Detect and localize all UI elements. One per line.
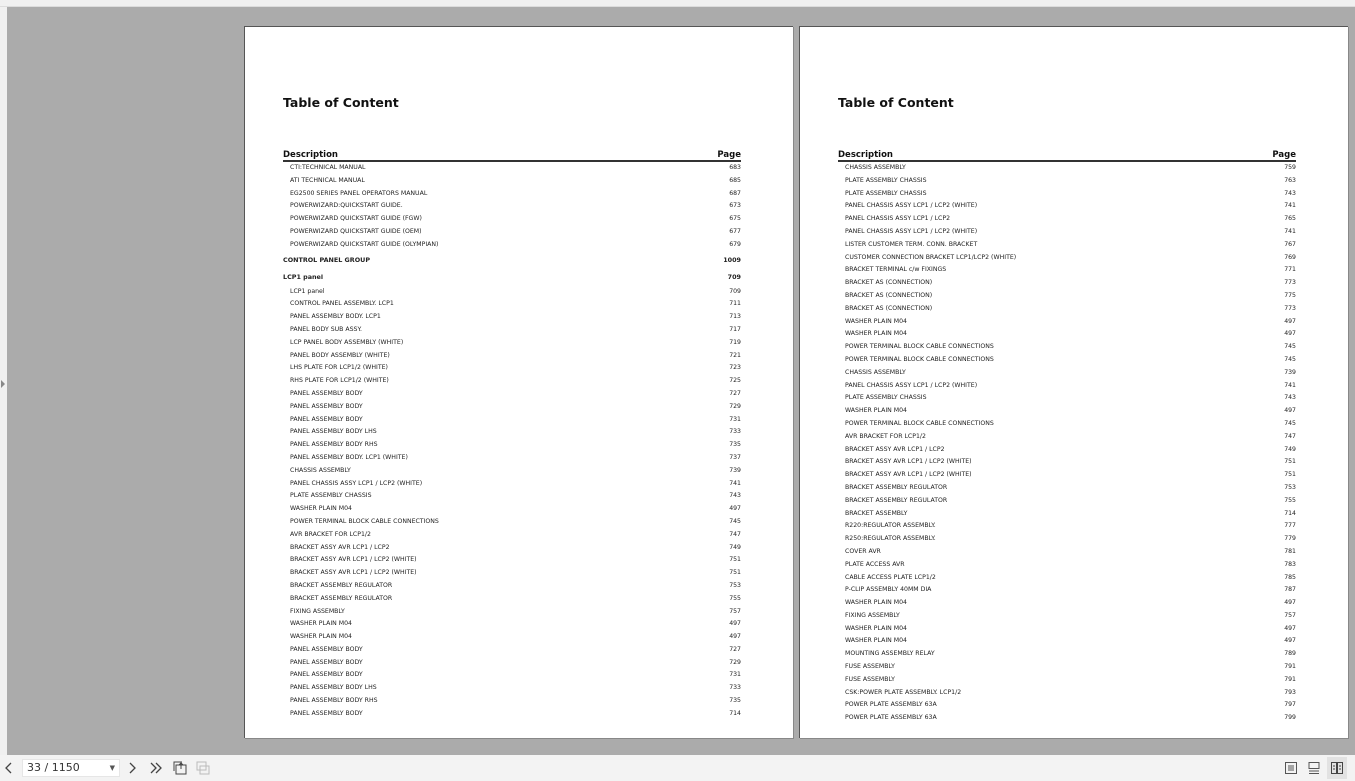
toc-entry-page-number: 779 [1284,535,1296,543]
toc-entry-title: WASHER PLAIN M04 [290,505,352,513]
toc-rows [283,162,741,721]
toc-entry[interactable] [283,311,741,324]
toc-entry-title: PLATE ASSEMBLY CHASSIS [845,189,927,197]
toc-entry-page-number: 733 [729,684,741,692]
toc-entry-title: BRACKET ASSEMBLY REGULATOR [845,483,948,491]
toc-entry-title: BRACKET AS (CONNECTION) [845,304,933,312]
toc-entry[interactable] [838,188,1296,201]
toc-entry[interactable] [283,606,741,619]
toc-entry-title: POWER PLATE ASSEMBLY 63A [845,701,937,709]
toc-entry-page-number: 773 [1284,304,1296,312]
toc-entry-title: BRACKET ASSY AVR LCP1 / LCP2 [290,543,390,551]
toc-entry-title: BRACKET AS (CONNECTION) [845,279,933,287]
toc-entry-page-number: 679 [729,240,741,248]
toc-entry-title: PLATE ASSEMBLY CHASSIS [845,394,927,402]
toc-entry-title: PANEL ASSEMBLY BODY [290,402,363,410]
toc-entry[interactable] [838,264,1296,277]
toc-entry[interactable] [283,580,741,593]
toc-table [838,149,1296,725]
toc-entry[interactable] [838,456,1296,469]
toc-entry[interactable] [838,533,1296,546]
single-page-icon [1284,761,1298,775]
toc-entry-page-number: 787 [1284,586,1296,594]
toc-entry[interactable] [283,695,741,708]
sidebar-toggle[interactable] [0,7,7,755]
toc-entry-page-number: 721 [729,351,741,359]
last-page-button[interactable] [149,758,163,778]
toc-entry-page-number: 783 [1284,560,1296,568]
rotate-page-button[interactable] [172,758,188,778]
toc-entry-title: WASHER PLAIN M04 [290,620,352,628]
toc-entry[interactable] [838,520,1296,533]
description-column-header: Description [838,150,893,160]
toc-entry-page-number: 739 [729,466,741,474]
toc-entry[interactable] [283,414,741,427]
toc-entry-title: POWER TERMINAL BLOCK CABLE CONNECTIONS [845,355,994,363]
toc-entry[interactable] [838,200,1296,213]
toc-entry-title: AVR BRACKET FOR LCP1/2 [290,530,371,538]
toc-entry-page-number: 729 [729,658,741,666]
toc-entry[interactable] [283,350,741,363]
toc-entry-title: BRACKET ASSY AVR LCP1 / LCP2 (WHITE) [290,569,417,577]
chevron-right-icon [127,761,137,775]
toc-header [283,149,741,162]
toc-entry[interactable] [283,682,741,695]
toc-entry-title: CHASSIS ASSEMBLY [290,466,351,474]
page-number-select[interactable] [22,759,120,777]
toc-entry[interactable] [838,469,1296,482]
toc-entry-page-number: 741 [1284,381,1296,389]
toc-entry[interactable] [283,162,741,175]
toc-entry-title: CHASSIS ASSEMBLY [845,164,906,171]
toc-entry-title: PANEL ASSEMBLY BODY [290,709,363,717]
toc-entry[interactable] [283,542,741,555]
toc-entry-page-number: 497 [1284,330,1296,338]
toc-entry-title: PANEL ASSEMBLY BODY RHS [290,441,378,449]
toc-entry-title: CONTROL PANEL ASSEMBLY. LCP1 [290,300,394,308]
pdf-page-left [244,26,793,738]
toc-entry[interactable] [283,465,741,478]
toc-entry-page-number: 789 [1284,650,1296,658]
toc-entry-title: BRACKET ASSY AVR LCP1 / LCP2 [845,445,945,453]
toc-entry-page-number: 683 [729,164,741,171]
toc-entry-title: PANEL ASSEMBLY BODY [290,415,363,423]
toc-entry[interactable] [838,239,1296,252]
toc-entry-page-number: 757 [729,607,741,615]
toc-entry-page-number: 727 [729,645,741,653]
toc-entry-page-number: 765 [1284,215,1296,223]
toc-entry-title: FUSE ASSEMBLY [845,663,895,671]
toc-entry[interactable] [838,572,1296,585]
toc-entry[interactable] [283,337,741,350]
toc-entry-page-number: 799 [1284,714,1296,722]
two-page-view-button[interactable] [1327,757,1347,779]
toc-entry-page-number: 745 [729,517,741,525]
page-column-header: Page [1272,150,1296,160]
toc-entry-page-number: 735 [729,441,741,449]
toc-entry[interactable] [838,699,1296,712]
toc-entry-title: WASHER PLAIN M04 [845,317,907,325]
toc-entry[interactable] [283,175,741,188]
toc-entry-title: BRACKET AS (CONNECTION) [845,291,933,299]
toc-entry-title: POWER TERMINAL BLOCK CABLE CONNECTIONS [845,419,994,427]
toc-entry-page-number: 797 [1284,701,1296,709]
toc-entry-title: MOUNTING ASSEMBLY RELAY [845,650,935,658]
toc-entry-title: BRACKET ASSEMBLY REGULATOR [290,581,393,589]
toc-entry-title: EG2500 SERIES PANEL OPERATORS MANUAL [290,189,428,197]
toc-entry[interactable] [283,401,741,414]
toc-entry-title: BRACKET ASSEMBLY REGULATOR [290,594,393,602]
toc-entry-page-number: 741 [1284,202,1296,210]
double-chevron-right-icon [149,761,163,775]
toc-entry[interactable] [838,508,1296,521]
toc-entry-title: WASHER PLAIN M04 [845,330,907,338]
toc-entry[interactable] [283,516,741,529]
toc-entry-title: CUSTOMER CONNECTION BRACKET LCP1/LCP2 (WHITE) [845,253,1017,261]
toc-entry[interactable] [283,213,741,226]
toc-entry[interactable] [283,554,741,567]
toc-entry-page-number: 773 [1284,279,1296,287]
bottom-toolbar [0,755,1355,781]
toc-entry-page-number: 497 [1284,317,1296,325]
toc-entry-title: CTI:TECHNICAL MANUAL [290,164,366,171]
toc-entry-title: PANEL ASSEMBLY BODY RHS [290,697,378,705]
toc-entry-title: BRACKET ASSY AVR LCP1 / LCP2 (WHITE) [845,458,972,466]
toc-entry[interactable] [283,426,741,439]
continuous-scroll-icon [1307,761,1321,775]
toc-entry-page-number: 497 [729,633,741,641]
toc-entry[interactable] [838,162,1296,175]
toc-entry[interactable] [838,392,1296,405]
toc-entry[interactable] [838,584,1296,597]
toc-entry-title: PLATE ASSEMBLY CHASSIS [845,176,927,184]
toc-entry-title: CABLE ACCESS PLATE LCP1/2 [845,573,936,581]
toc-entry-title: BRACKET ASSEMBLY REGULATOR [845,496,948,504]
toc-entry-title: PANEL ASSEMBLY BODY. LCP1 [290,313,381,321]
toc-entry[interactable] [838,635,1296,648]
toc-entry-page-number: 755 [1284,496,1296,504]
page-column-header: Page [717,150,741,160]
toc-entry-page-number: 673 [729,202,741,210]
expand-arrow-icon [1,380,5,388]
toc-entry-page-number: 711 [729,300,741,308]
toc-entry-title: LCP PANEL BODY ASSEMBLY (WHITE) [290,338,404,346]
toc-entry[interactable] [283,593,741,606]
toc-entry[interactable] [838,405,1296,418]
toc-entry-title: PANEL BODY SUB ASSY. [290,325,362,333]
toc-entry[interactable] [283,657,741,670]
toc-entry-title: PANEL ASSEMBLY BODY [290,645,363,653]
toc-entry-title: POWER TERMINAL BLOCK CABLE CONNECTIONS [845,343,994,351]
toc-entry-title: CONTROL PANEL GROUP [283,255,371,264]
toc-entry-page-number: 747 [1284,432,1296,440]
toc-entry-page-number: 497 [1284,637,1296,645]
toc-entry-page-number: 769 [1284,253,1296,261]
toc-entry-page-number: 751 [729,569,741,577]
toc-entry[interactable] [283,529,741,542]
toc-entry-title: AVR BRACKET FOR LCP1/2 [845,432,926,440]
toc-entry[interactable] [283,452,741,465]
toc-entry[interactable] [838,341,1296,354]
toc-entry-title: POWERWIZARD QUICKSTART GUIDE (OLYMPIAN) [290,240,439,248]
toc-entry-page-number: 771 [1284,266,1296,274]
toc-entry-page-number: 497 [729,620,741,628]
dropdown-arrow-icon: ▼ [109,764,115,772]
toc-entry-page-number: 497 [1284,624,1296,632]
toc-entry-page-number: 751 [1284,471,1296,479]
toc-entry-page-number: 749 [1284,445,1296,453]
toc-entry[interactable] [838,316,1296,329]
toc-entry[interactable] [838,367,1296,380]
toc-entry[interactable] [838,277,1296,290]
toc-entry[interactable] [838,712,1296,725]
previous-page-button[interactable] [4,758,14,778]
toc-entry[interactable] [283,200,741,213]
toc-entry-title: PANEL CHASSIS ASSY LCP1 / LCP2 (WHITE) [845,202,978,210]
toc-entry-page-number: 709 [729,287,741,295]
top-tab-strip [0,0,1355,7]
toc-entry[interactable] [838,175,1296,188]
description-column-header: Description [283,150,338,160]
page-title: Table of Content [838,95,954,110]
toc-entry-page-number: 731 [729,415,741,423]
toc-entry-page-number: 781 [1284,547,1296,555]
toc-entry[interactable] [838,674,1296,687]
page-title: Table of Content [283,95,399,110]
toc-entry-page-number: 741 [729,479,741,487]
toc-entry[interactable] [283,669,741,682]
toc-entry-page-number: 497 [1284,407,1296,415]
toc-entry-page-number: 743 [1284,189,1296,197]
toc-entry-title: R220:REGULATOR ASSEMBLY. [845,522,936,530]
toc-entry-title: FIXING ASSEMBLY [845,611,900,619]
toc-entry-page-number: 709 [727,272,741,281]
toc-entry-title: LHS PLATE FOR LCP1/2 (WHITE) [290,364,388,372]
toc-entry-title: POWERWIZARD QUICKSTART GUIDE (OEM) [290,227,422,235]
toc-entry[interactable] [838,328,1296,341]
toc-entry[interactable] [838,482,1296,495]
toc-entry-page-number: 747 [729,530,741,538]
toc-entry-page-number: 753 [729,581,741,589]
pdf-page-right [799,26,1348,738]
toc-entry-title: P-CLIP ASSEMBLY 40MM DIA [845,586,932,594]
toc-entry-title: PANEL BODY ASSEMBLY (WHITE) [290,351,390,359]
toc-entry[interactable] [838,418,1296,431]
toc-entry-title: PANEL CHASSIS ASSY LCP1 / LCP2 [845,215,951,223]
toc-entry-title: COVER AVR [845,547,881,555]
toc-entry-page-number: 725 [729,377,741,385]
chevron-left-icon [4,761,14,775]
toc-entry[interactable] [283,478,741,491]
toc-entry[interactable] [283,644,741,657]
toc-entry-title: POWERWIZARD:QUICKSTART GUIDE. [290,202,403,210]
toc-entry[interactable] [838,495,1296,508]
continuous-view-button[interactable] [1307,758,1321,778]
copy-page-button[interactable] [195,758,211,778]
toc-entry-page-number: 687 [729,189,741,197]
toc-entry-page-number: 497 [1284,599,1296,607]
toc-entry[interactable] [838,648,1296,661]
toc-entry-title: PANEL ASSEMBLY BODY LHS [290,684,377,692]
toc-entry[interactable] [283,567,741,580]
toc-entry[interactable] [283,503,741,516]
toc-entry-title: PANEL CHASSIS ASSY LCP1 / LCP2 (WHITE) [845,381,978,389]
toc-entry-page-number: 733 [729,428,741,436]
toc-entry-title: PLATE ASSEMBLY CHASSIS [290,492,372,500]
toc-entry-page-number: 755 [729,594,741,602]
toc-entry-title: CHASSIS ASSEMBLY [845,368,906,376]
toc-entry-title: LCP1 panel [283,272,324,281]
toc-entry[interactable] [838,610,1296,623]
toc-entry-page-number: 677 [729,227,741,235]
toc-entry-title: WASHER PLAIN M04 [290,633,352,641]
toc-entry-title: WASHER PLAIN M04 [845,637,907,645]
toc-entry[interactable] [838,661,1296,674]
next-page-button[interactable] [127,758,137,778]
toc-entry-page-number: 731 [729,671,741,679]
toc-entry-title: FUSE ASSEMBLY [845,675,895,683]
toc-entry[interactable] [838,431,1296,444]
toc-entry-title: BRACKET TERMINAL c/w FIXINGS [845,266,947,274]
toc-entry-title: POWERWIZARD QUICKSTART GUIDE (FGW) [290,215,422,223]
toc-entry[interactable] [838,303,1296,316]
toc-entry-title: RHS PLATE FOR LCP1/2 (WHITE) [290,377,389,385]
toc-entry-page-number: 727 [729,389,741,397]
toc-entry-page-number: 675 [729,215,741,223]
toc-group-heading[interactable] [283,269,741,286]
toc-entry-title: WASHER PLAIN M04 [845,407,907,415]
toc-entry[interactable] [283,490,741,503]
toc-entry[interactable] [838,559,1296,572]
toc-group-heading[interactable] [283,252,741,269]
toc-entry-page-number: 767 [1284,240,1296,248]
toc-entry[interactable] [838,354,1296,367]
toc-entry[interactable] [283,388,741,401]
toc-entry-page-number: 753 [1284,483,1296,491]
toc-entry-page-number: 751 [1284,458,1296,466]
toc-entry[interactable] [838,444,1296,457]
copy-icon [195,760,211,776]
toc-entry-title: PANEL CHASSIS ASSY LCP1 / LCP2 (WHITE) [845,227,978,235]
toc-entry-title: POWER PLATE ASSEMBLY 63A [845,714,937,722]
toc-entry-title: PANEL ASSEMBLY BODY [290,658,363,666]
toc-entry-page-number: 714 [1284,509,1296,517]
toc-entry-title: R250:REGULATOR ASSEMBLY. [845,535,936,543]
toc-entry-title: PLATE ACCESS AVR [845,560,905,568]
toc-entry[interactable] [838,252,1296,265]
toc-entry-title: WASHER PLAIN M04 [845,624,907,632]
toc-entry[interactable] [838,623,1296,636]
two-page-icon [1330,761,1344,775]
toc-entry-title: LCP1 panel [290,287,325,295]
toc-entry-title: PANEL CHASSIS ASSY LCP1 / LCP2 (WHITE) [290,479,423,487]
toc-entry[interactable] [283,239,741,252]
toc-entry[interactable] [283,226,741,239]
toc-entry-title: WASHER PLAIN M04 [845,599,907,607]
toc-entry-title: BRACKET ASSY AVR LCP1 / LCP2 (WHITE) [845,471,972,479]
toc-entry-page-number: 741 [1284,227,1296,235]
toc-entry-page-number: 737 [729,453,741,461]
toc-entry-title: BRACKET ASSEMBLY [845,509,908,517]
toc-entry-page-number: 745 [1284,355,1296,363]
toc-entry-page-number: 729 [729,402,741,410]
toc-entry-page-number: 685 [729,176,741,184]
toc-entry-page-number: 791 [1284,675,1296,683]
toc-entry-title: LISTER CUSTOMER TERM. CONN. BRACKET [845,240,978,248]
toc-entry-page-number: 713 [729,313,741,321]
page-number-value: 33 / 1150 [27,761,80,774]
toc-entry[interactable] [283,188,741,201]
toc-entry[interactable] [838,380,1296,393]
toc-entry[interactable] [283,631,741,644]
toc-entry-page-number: 775 [1284,291,1296,299]
toc-entry-page-number: 719 [729,338,741,346]
toc-entry-title: PANEL ASSEMBLY BODY LHS [290,428,377,436]
toc-entry-title: CSK:POWER PLATE ASSEMBLY. LCP1/2 [845,688,962,696]
toc-entry-page-number: 745 [1284,343,1296,351]
toc-entry[interactable] [283,324,741,337]
toc-entry-page-number: 793 [1284,688,1296,696]
toc-table [283,149,741,721]
toc-entry-page-number: 743 [1284,394,1296,402]
toc-entry-page-number: 497 [729,505,741,513]
toc-entry-page-number: 751 [729,556,741,564]
toc-entry[interactable] [283,298,741,311]
toc-entry[interactable] [283,439,741,452]
page-extract-icon [172,760,188,776]
toc-entry[interactable] [283,375,741,388]
toc-entry-page-number: 735 [729,697,741,705]
toc-entry-title: PANEL ASSEMBLY BODY. LCP1 (WHITE) [290,453,408,461]
toc-entry[interactable] [838,597,1296,610]
toc-entry-page-number: 739 [1284,368,1296,376]
toc-entry-title: BRACKET ASSY AVR LCP1 / LCP2 (WHITE) [290,556,417,564]
toc-entry-title: FIXING ASSEMBLY [290,607,345,615]
toc-entry[interactable] [838,213,1296,226]
toc-entry[interactable] [283,286,741,299]
toc-entry-page-number: 745 [1284,419,1296,427]
toc-entry-title: PANEL ASSEMBLY BODY [290,671,363,679]
single-page-view-button[interactable] [1284,758,1298,778]
toc-entry[interactable] [283,708,741,721]
toc-entry[interactable] [283,362,741,375]
toc-entry-page-number: 723 [729,364,741,372]
toc-entry-page-number: 714 [729,709,741,717]
toc-entry-page-number: 759 [1284,164,1296,171]
toc-entry-page-number: 791 [1284,663,1296,671]
toc-entry[interactable] [283,618,741,631]
toc-header [838,149,1296,162]
toc-entry-page-number: 757 [1284,611,1296,619]
toc-entry-page-number: 717 [729,325,741,333]
toc-entry-page-number: 777 [1284,522,1296,530]
toc-entry-title: POWER TERMINAL BLOCK CABLE CONNECTIONS [290,517,439,525]
toc-entry[interactable] [838,290,1296,303]
toc-entry[interactable] [838,226,1296,239]
toc-entry-page-number: 749 [729,543,741,551]
toc-entry-page-number: 785 [1284,573,1296,581]
toc-entry-title: PANEL ASSEMBLY BODY [290,389,363,397]
toc-entry-page-number: 743 [729,492,741,500]
toc-entry-title: ATI TECHNICAL MANUAL [290,176,365,184]
toc-entry-page-number: 763 [1284,176,1296,184]
toc-rows [838,162,1296,725]
toc-entry[interactable] [838,687,1296,700]
toc-entry[interactable] [838,546,1296,559]
toc-entry-page-number: 1009 [723,255,741,264]
